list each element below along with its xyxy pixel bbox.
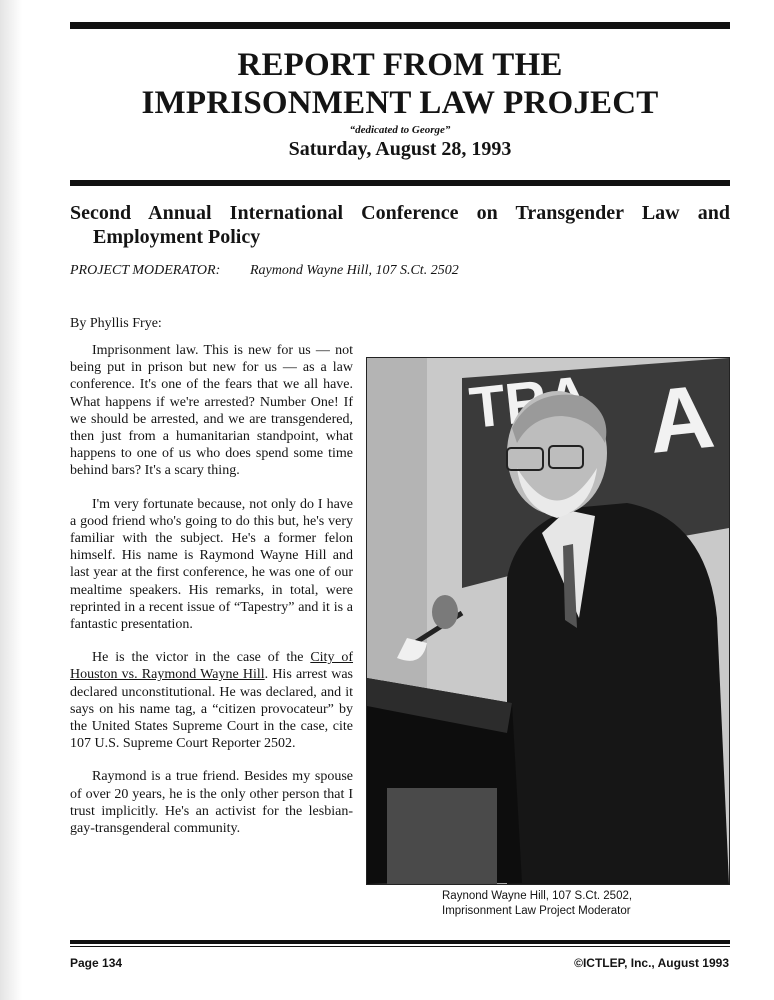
title-line-1: REPORT FROM THE (237, 47, 563, 83)
report-title (70, 46, 730, 122)
article-body (70, 342, 353, 853)
title-line-2: IMPRISONMENT LAW PROJECT (141, 85, 659, 121)
article-paragraph-3-rest: . His arrest was declared unconstitutional. He was declared, and it says on his name tag, a “citizen provocateur” by the United States Supreme Court in the case, cite 107 U.S. Supreme Court Reporter 2502. (70, 667, 354, 752)
caption-line-2: Imprisonment Law Project Moderator (442, 905, 631, 917)
photo-caption (442, 889, 632, 919)
caption-line-1: Raynond Wayne Hill, 107 S.Ct. 2502, (442, 890, 633, 902)
article-paragraph-3-start: He is the victor in the case of the (92, 650, 311, 666)
article-paragraph-1: Imprisonment law. This is new for us — not being put in prison but new for us — as a law conference. It's one of the fears that we all have. What happens if we're arrested? Number One! If we should be arrested, and we are transgendered, then just from a humanitarian standpoint, what happens to one of us who does spend some time behind bars? It's a scary thing. (70, 343, 353, 479)
top-rule (70, 22, 730, 29)
speaker-suit (507, 503, 729, 884)
copyright: ©ICTLEP, Inc., August 1993 (574, 956, 729, 970)
conference-title-line-1: Second Annual International Conference on Transgender Law and (70, 202, 730, 224)
dedication: “dedicated to George” (349, 124, 451, 136)
banner-text-right: A (643, 366, 719, 473)
microphone (432, 595, 458, 629)
article-paragraph-3 (70, 649, 353, 752)
moderator-name: Raymond Wayne Hill, 107 S.Ct. 2502 (250, 263, 459, 278)
header-rule (70, 180, 730, 186)
case-name: City of Houston vs. Raymond Wayne Hill (70, 650, 354, 683)
footer-rule-thin (70, 946, 730, 947)
moderator-label: PROJECT MODERATOR: (70, 263, 221, 278)
byline: By Phyllis Frye: (70, 316, 162, 331)
article-paragraph-2: I'm very fortunate because, not only do I have a good friend who's going to do this but, he's very familiar with the subject. He's a former felon himself. His name is Raymond Wayne Hill and last year at the first conference, he was one of our mealtime speakers. His remarks, in total, were reprinted in a recent issue of “Tapestry” and it is a fantastic presentation. (70, 496, 353, 633)
moderator-photo (366, 357, 730, 885)
conference-title-line-2: Employment Policy (93, 226, 261, 248)
article-paragraph-4: Raymond is a true friend. Besides my spouse of over 20 years, he is the only other person that I trust implicitly. He's an activist for the lesbian-gay-transgenderal community. (70, 769, 353, 837)
page-edge-shadow (0, 0, 22, 1000)
report-date: Saturday, August 28, 1993 (288, 138, 512, 160)
photo-illustration (367, 358, 729, 884)
moderator-line (70, 263, 459, 279)
footer-rule (70, 940, 730, 944)
page-number: Page 134 (70, 956, 123, 970)
